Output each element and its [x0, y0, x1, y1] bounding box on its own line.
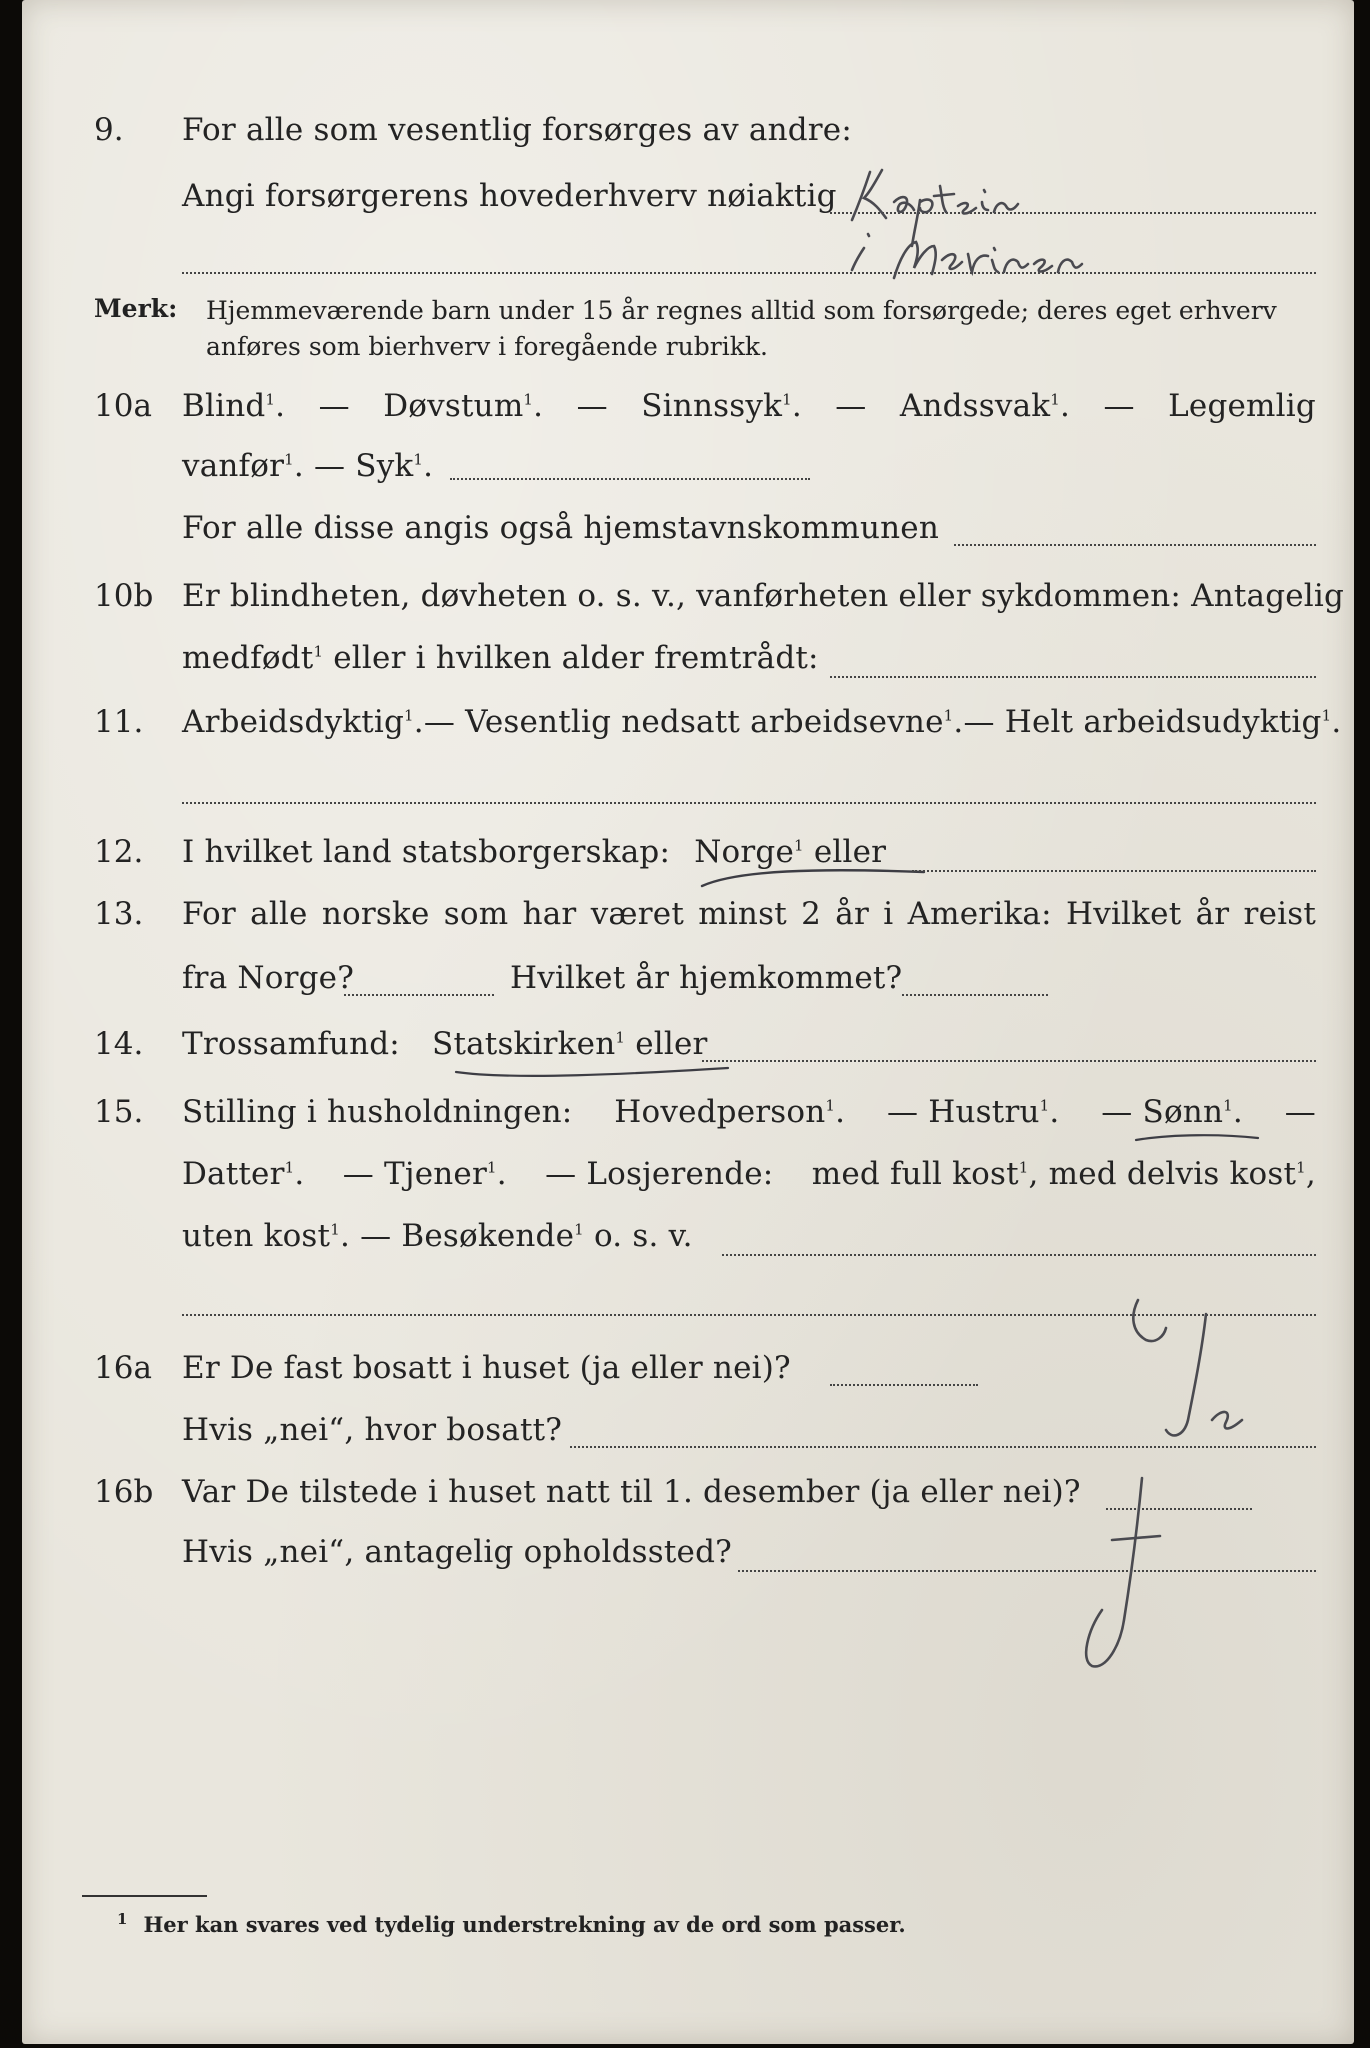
q10a-option-vanfor[interactable]: vanfør$^1$. — [182, 448, 304, 484]
dash: — — [835, 388, 867, 424]
q10a-option-andssvak[interactable]: Andssvak$^1$. — [899, 388, 1071, 424]
q9-line1: For alle som vesentlig forsørges av andre: — [182, 112, 852, 148]
q10a-option-syk[interactable]: — Syk$^1$. — [314, 448, 434, 484]
q11-number: 11. — [94, 704, 144, 740]
q16b-number: 16b — [94, 1474, 154, 1510]
q9-line2: Angi forsørgerens hovederhverv nøiaktig — [182, 178, 837, 214]
q10b-alder-label: eller i hvilken alder fremtrådt: — [333, 640, 819, 676]
q14-line — [182, 1026, 708, 1062]
q15-number: 15. — [94, 1094, 144, 1130]
footnote-rule — [82, 1895, 207, 1897]
footnote-text: Her kan svares ved tydelig understrekning av de ord som passer. — [143, 1912, 906, 1937]
q10a-syk-answer-line[interactable] — [450, 478, 810, 480]
q15-label: Stilling i husholdningen: — [182, 1094, 573, 1130]
q13-hjemkommet-answer-line[interactable] — [902, 994, 1048, 996]
q12-number: 12. — [94, 834, 144, 870]
q10a-line1 — [182, 388, 1316, 424]
dash: — — [1284, 1094, 1316, 1130]
merk-text-line2: anføres som bierhverv i foregående rubrikk. — [206, 332, 768, 361]
q13-line1: For alle norske som har været minst 2 år i Amerika: Hvilket år reist — [182, 896, 1316, 932]
q10b-answer-line[interactable] — [830, 676, 1316, 678]
q14-option-statskirken[interactable]: Statskirken$^1$ — [432, 1026, 626, 1062]
q10a-line3: For alle disse angis også hjemstavnskommunen — [182, 510, 939, 546]
q15-option-hustru[interactable]: — Hustru$^1$. — [887, 1094, 1060, 1130]
q15-line3 — [182, 1218, 693, 1254]
q11-option-arbeidsdyktig[interactable]: Arbeidsdyktig$^1$. — [182, 704, 424, 740]
q16b-opholdssted-answer-line[interactable] — [738, 1570, 1316, 1572]
q13-reist-answer-line[interactable] — [344, 994, 494, 996]
q14-statskirken-underline-mark — [452, 1060, 732, 1084]
q15-option-besokende[interactable]: — Besøkende$^1$ — [360, 1218, 584, 1254]
q16b-line1: Var De tilstede i huset natt til 1. desember (ja eller nei)? — [182, 1474, 1081, 1510]
q16b-handwritten-answer-image — [1062, 1470, 1222, 1680]
q15-line2 — [182, 1156, 1316, 1192]
q15-option-sonn[interactable]: — Sønn$^1$. — [1101, 1094, 1243, 1130]
q14-number: 14. — [94, 1026, 144, 1062]
q12-eller: eller — [813, 834, 887, 870]
q15-answer-line[interactable] — [722, 1254, 1316, 1256]
q16a-line1: Er De fast bosatt i huset (ja eller nei)? — [182, 1350, 791, 1386]
q15-osv: o. s. v. — [593, 1218, 693, 1254]
q10b-number: 10b — [94, 578, 154, 614]
q15-option-uten-kost[interactable]: uten kost$^1$. — [182, 1218, 351, 1254]
footnote-marker: 1 — [117, 1910, 128, 1928]
q10a-option-dovstum[interactable]: Døvstum$^1$. — [383, 388, 544, 424]
q10b-line2 — [182, 640, 819, 676]
q14-answer-line[interactable] — [702, 1060, 1316, 1062]
q15-line1 — [182, 1094, 1316, 1130]
merk-text-line1: Hjemmeværende barn under 15 år regnes alltid som forsørgede; deres eget erhverv — [206, 296, 1277, 325]
dash: — — [318, 388, 350, 424]
q12-label: I hvilket land statsborgerskap: — [182, 834, 671, 870]
q15-option-datter[interactable]: Datter$^1$. — [182, 1156, 305, 1192]
q16a-number: 16a — [94, 1350, 152, 1386]
q16b-line2: Hvis „nei“, antagelig opholdssted? — [182, 1534, 732, 1570]
merk-label: Merk: — [94, 294, 178, 323]
q15-option-delvis-kost[interactable]: , med delvis kost$^1$, — [1028, 1156, 1316, 1192]
footnote — [117, 1910, 906, 1937]
dash: — — [576, 388, 608, 424]
q13-line2a: fra Norge? — [182, 960, 355, 996]
q13-line2b: Hvilket år hjemkommet? — [510, 960, 903, 996]
q15-option-hovedperson[interactable]: Hovedperson$^1$. — [614, 1094, 846, 1130]
q14-label: Trossamfund: — [182, 1026, 400, 1062]
q15-losjerende-label: — Losjerende: — [545, 1156, 774, 1192]
q9-number: 9. — [94, 112, 124, 148]
q10a-number: 10a — [94, 388, 152, 424]
q11-option-udyktig[interactable]: — Helt arbeidsudyktig$^1$. — [963, 704, 1342, 740]
q15-sonn-underline-mark — [1132, 1128, 1262, 1148]
q10a-option-blind[interactable]: Blind$^1$. — [182, 388, 286, 424]
q10a-hjemstavn-answer-line[interactable] — [954, 544, 1316, 546]
q10b-line1: Er blindheten, døvheten o. s. v., vanførheten eller sykdommen: Antagelig — [182, 578, 1345, 614]
q13-number: 13. — [94, 896, 144, 932]
q11-answer-line[interactable] — [182, 802, 1316, 804]
q11-line — [182, 704, 1342, 740]
q10a-line2 — [182, 448, 433, 484]
q15-option-full-kost[interactable]: med full kost$^1$, med delvis kost$^1$, — [811, 1156, 1316, 1192]
q10b-option-medfodt[interactable]: medfødt$^1$ — [182, 640, 324, 676]
q16a-line2: Hvis „nei“, hvor bosatt? — [182, 1412, 563, 1448]
dash: — — [1103, 388, 1135, 424]
q12-norge-underline-mark — [698, 862, 928, 892]
q12-option-norge[interactable]: Norge$^1$ — [694, 834, 804, 870]
q10a-option-sinnssyk[interactable]: Sinnssyk$^1$. — [641, 388, 802, 424]
census-form-page — [22, 0, 1354, 2044]
q16a-answer-line[interactable] — [830, 1384, 978, 1386]
q12-answer-line[interactable] — [912, 870, 1316, 872]
q14-eller: eller — [635, 1026, 708, 1062]
q16a-handwritten-ja-image — [1102, 1270, 1302, 1470]
q9-handwritten-answer-image — [842, 150, 1302, 290]
q10a-option-legemlig[interactable]: Legemlig — [1168, 388, 1316, 424]
q15-option-tjener[interactable]: — Tjener$^1$. — [342, 1156, 507, 1192]
q11-option-nedsatt[interactable]: — Vesentlig nedsatt arbeidsevne$^1$. — [423, 704, 964, 740]
